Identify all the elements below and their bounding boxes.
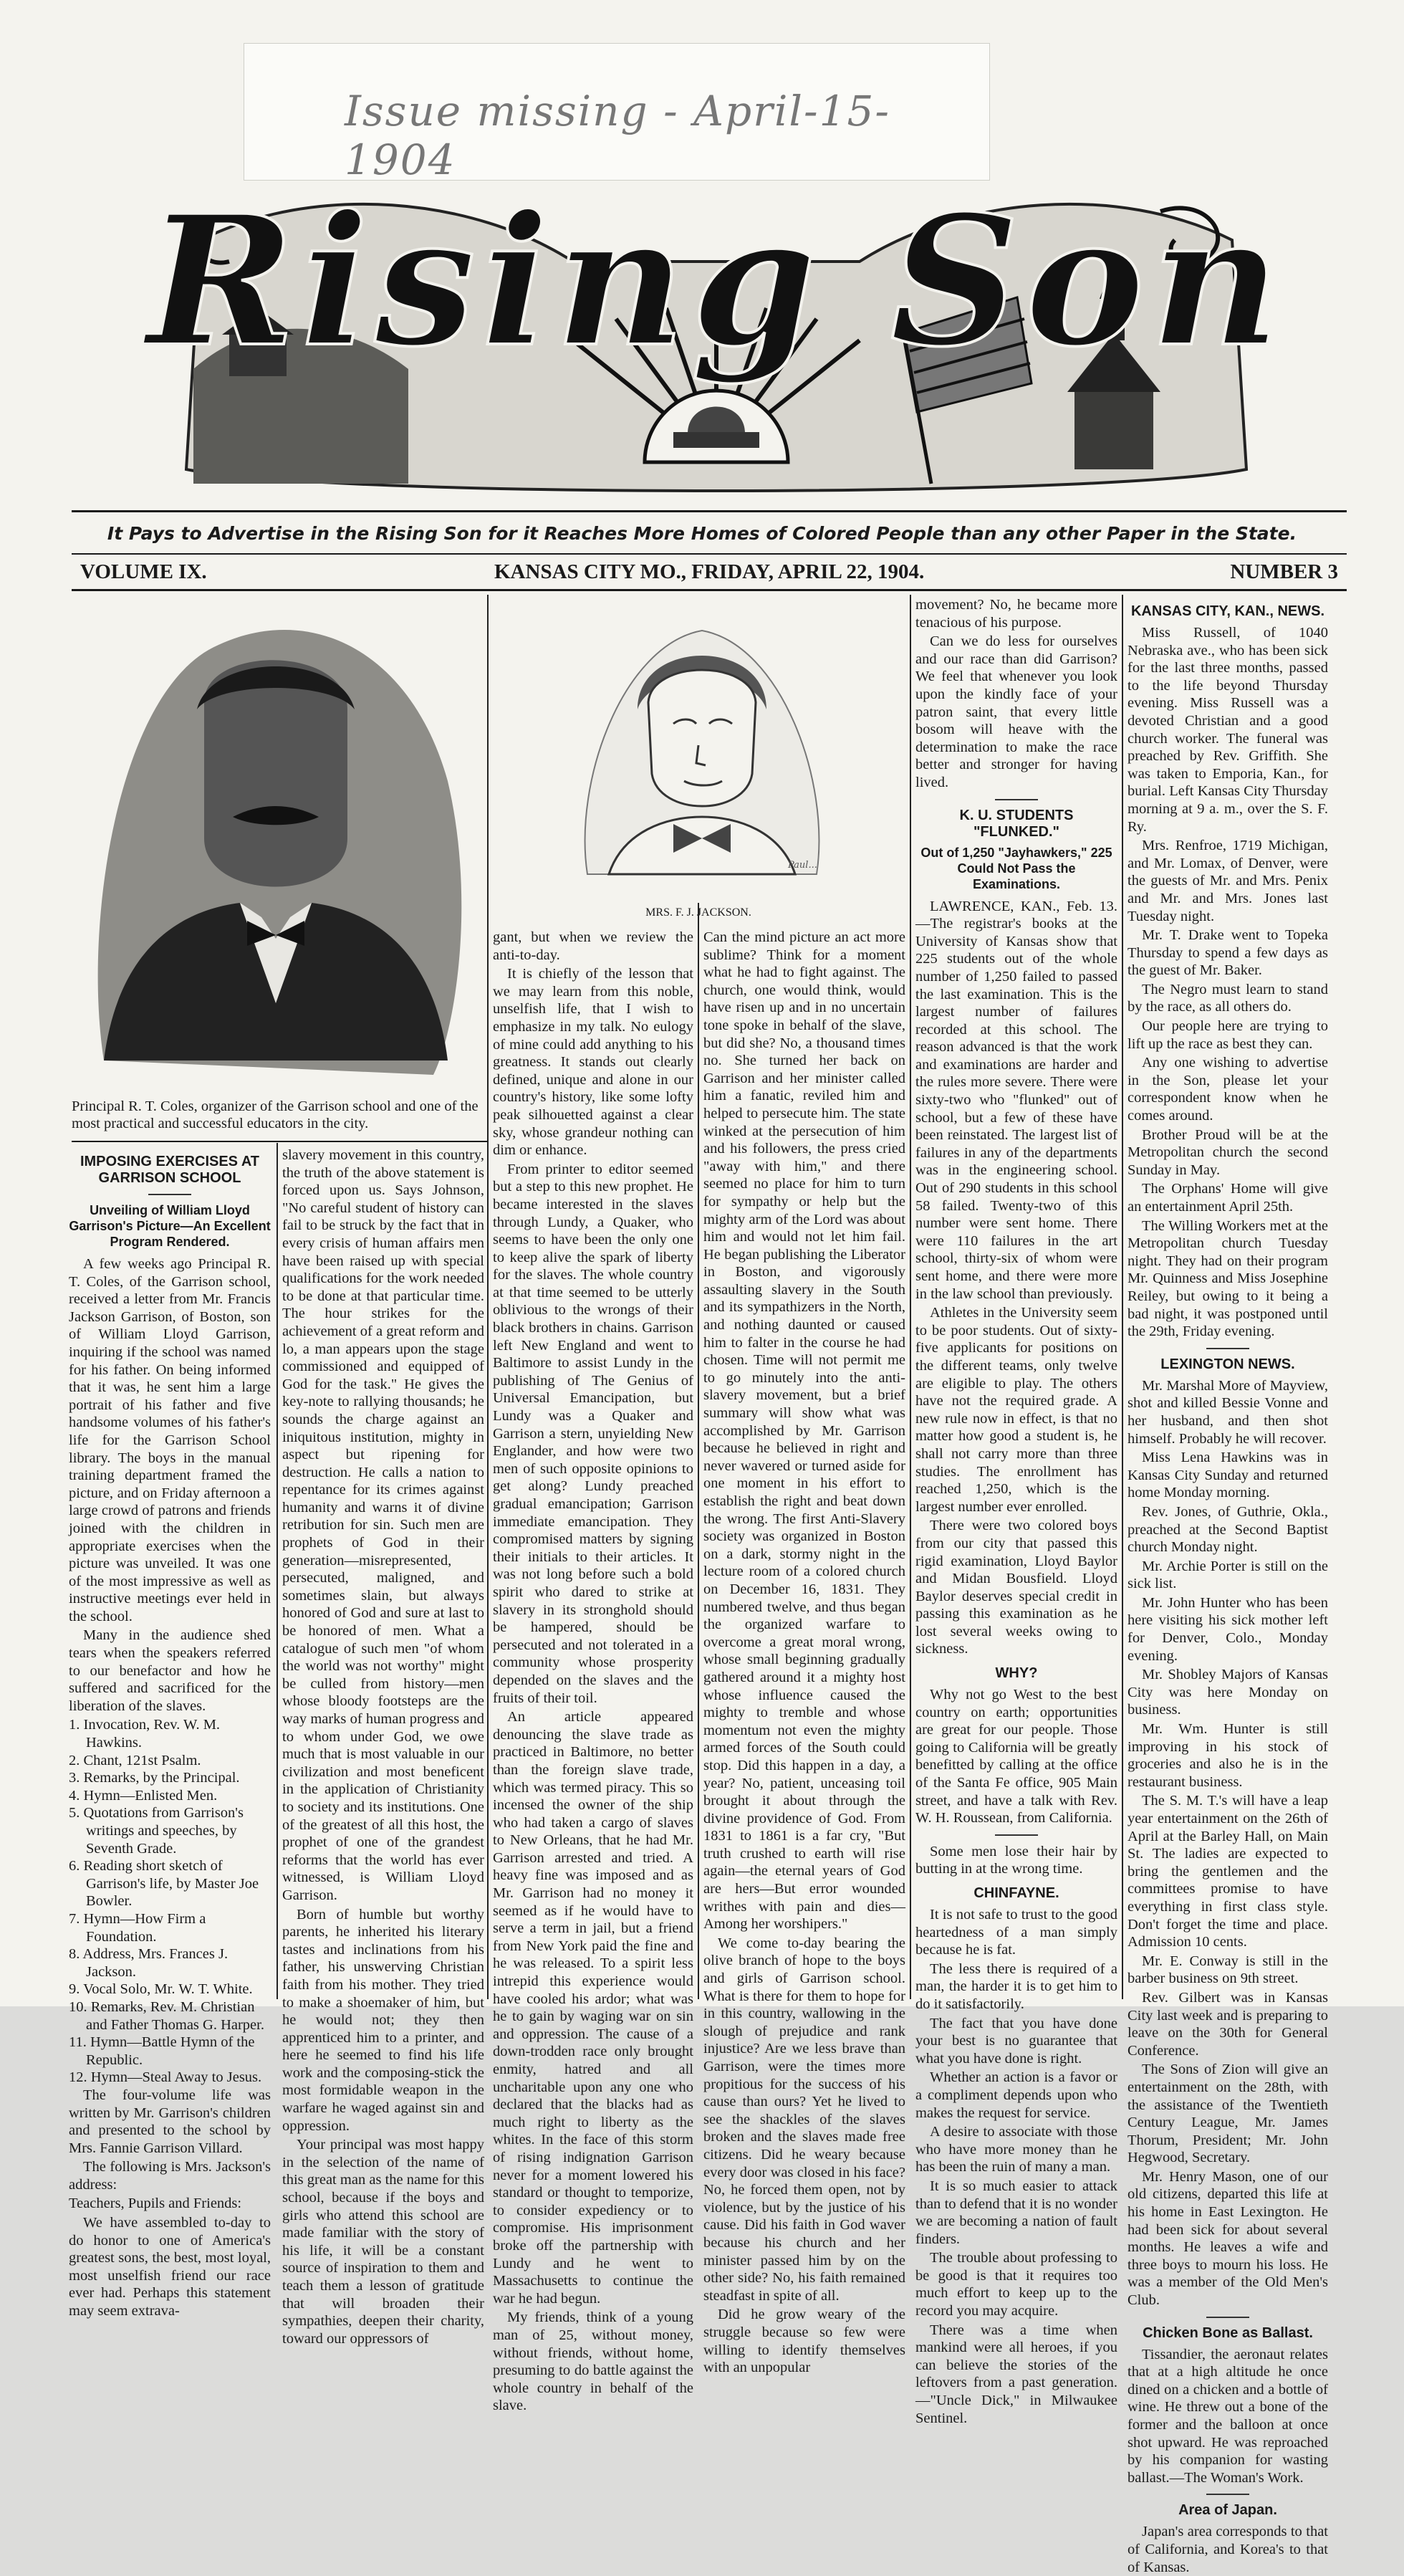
news-item: Mr. Henry Mason, one of our old citizens, departed this life at his home in East Lexington. He had been sick for about several months. He leaves a wife and three boys to mourn his loss. He was a member of the Old Men's Club.	[1127, 2168, 1328, 2309]
chicken-bone-headline: Chicken Bone as Ballast.	[1143, 2324, 1313, 2341]
news-item: Brother Proud will be at the Metropolitan church the second Sunday in May.	[1127, 1126, 1328, 1178]
article-paragraph: There were two colored boys from our city that passed this rigid examination, Lloyd Baylor and Midan Bousfield. Lloyd Baylor deserves special credit in passing this examination as he lost several weeks owing to sickness.	[915, 1518, 1117, 1657]
program-item: 10. Remarks, Rev. M. Christian and Father Thomas G. Harper.	[69, 1998, 264, 2033]
column-6	[1127, 596, 1328, 2575]
column-5	[915, 596, 1117, 2426]
news-item: The Orphans' Home will give an entertainment April 25th.	[1127, 1181, 1328, 1215]
program-item: 9. Vocal Solo, Mr. W. T. White.	[69, 1981, 253, 1998]
news-item: Mr. Shobley Majors of Kansas City was here Monday on business.	[1127, 1667, 1328, 1718]
article-paragraph: Born of humble but worthy parents, he inherited his literary tastes and inclinations from his father, his unswerving Christian faith from his mother. They tried to make a shoemaker of him, but he would not; they then apprenticed him to a printer, and here he seemed to find his life work and the composing-stick the most formidable weapon in the warfare he waged against sin and oppression.	[282, 1906, 484, 2134]
column-4	[703, 929, 905, 2376]
news-item: Miss Russell, of 1040 Nebraska ave., who has been sick for the last three months, passed to the life beyond Thursday evening. Miss Russell was a devoted Christian and a good church worker. The funeral was preached by Rev. Griffith. She was taken to Emporia, Kan., for burial. Left Kansas City Thursday morning at 9 a. m., over the S. F. Ry.	[1127, 625, 1328, 835]
news-item: The Negro must learn to stand by the race, as all others do.	[1127, 981, 1328, 1015]
ku-subhead: Out of 1,250 "Jayhawkers," 225 Could Not Pass the Examinations.	[920, 845, 1112, 891]
article-paragraph: A desire to associate with those who have more money than he has been the ruin of many a man.	[915, 2124, 1117, 2175]
dateline	[79, 560, 1340, 589]
masthead-illustration	[146, 154, 1287, 498]
column-3	[493, 929, 693, 2414]
article-paragraph: Why not go West to the best country on earth; opportunities are great for our people. Those going to California will be greatly benefitted by calling at the office of the Santa Fe office, 905 Main street, and have a talk with Rev. W. H. Roussean, from California.	[915, 1687, 1117, 1826]
column-rule-4	[277, 1143, 278, 1999]
news-item: Mr. E. Conway is still in the barber business on 9th street.	[1127, 1953, 1328, 1987]
article-paragraph: We come to-day bearing the olive branch of hope to the boys and girls of Garrison school. What is there for them to hope for in this country, wallowing in the slough of prejudice and rank injustice? Are we less brave than Garrison, were the times more propitious for the success of his cause than ours? Yet he lived to see the shackles of the slaves broken and the slaves made free citizens. Did he weary because every door was closed in his face? No, he forced them open, not by violence, but by the justice of his cause. Did his faith in God waver because his church and her minister passed him by on the other side? No, his faith remained steadfast in spite of all.	[703, 1935, 905, 2304]
article-paragraph: The less there is required of a man, the harder it is to get him to do it satisfactorily.	[915, 1960, 1117, 2012]
program-item: 3. Remarks, by the Principal.	[69, 1770, 240, 1786]
portrait-r-t-coles	[75, 602, 476, 1089]
article-paragraph: Athletes in the University seem to be poor students. Out of sixty-five applicants for positions on the different teams, only twelve are eligible to play. The others have not the required grade. A new rule now in effect, is that no matter how good a student is, he shall not carry more than three studies. The enrollment has reached 1,250, which is the largest number ever enrolled.	[915, 1305, 1117, 1515]
news-item: Mr. Archie Porter is still on the sick list.	[1127, 1558, 1328, 1592]
article-paragraph: It is so much easier to attack than to defend that it is no wonder we are becoming a nation of fault finders.	[915, 2178, 1117, 2247]
section-divider	[995, 1834, 1038, 1836]
column-rule-3	[1122, 595, 1123, 1999]
article-paragraph: It is not safe to trust to the good heartedness of a man simply because he is fat.	[915, 1907, 1117, 1958]
program-item: 7. Hymn—How Firm a Foundation.	[69, 1910, 206, 1945]
tagline-rule	[72, 553, 1347, 555]
artist-signature: Paul...	[788, 860, 817, 871]
headline-divider	[148, 1194, 191, 1195]
chinfayne-headline: CHINFAYNE.	[973, 1885, 1059, 1901]
lexington-news-headline: LEXINGTON NEWS.	[1160, 1356, 1295, 1372]
article-paragraph: LAWRENCE, KAN., Feb. 13.—The registrar's books at the University of Kansas show that 225 students out of the whole number of 1,250 failed to passed the last examination. This is the largest number of failures recorded at this school. The reason advanced is that the work and examinations are harder and the rules more severe. There were sixty-two who "flunked" out of school, but a few of these have been reinstated. The largest list of failures in any of the departments was in the engineering school. Out of 290 students in this school 58 failed. Twenty-two of this number were sent home. There were 110 failures in the art school, thirty-six of whom were sent home, and there were more in the law school than previously.	[915, 898, 1117, 1302]
article-paragraph: slavery movement in this country, the truth of the above statement is forced upon us. Says Johnson, "No careful student of history can fail to be struck by the fact that in every crisis of human affairs men have been raised up with special qualifications for the work needed to be done at that particular time. The hour strikes for the achievement of a great reform and lo, a man appears upon the stage commissioned and equipped of God for the task." He gives the key-note to rallying thousands; he sounds the charge against an iniquitous institution, mighty in aspect but ripening for destruction. He calls a nation to repentance for its crimes against humanity and warns it of divine retribution for sin. Such men are prophets of God in their generation—misrepresented, persecuted, maligned, and sometimes slain, but always honored of God and sure at last to be honored of men. What a catalogue of such men "of whom the world was not worthy" might be culled from history—men whose bloody footsteps are the way marks of human progress and to whom under God, we owe much that is most valuable in our civilization and most beneficent in the application of Christianity to society and its institutions. One of the greatest of all this host, the prophet of one of the grandest reforms that the world has ever witnessed, is William Lloyd Garrison.	[282, 1147, 484, 1903]
article-paragraph: Your principal was most happy in the selection of the name of this great man as the name for this school, because if the boys and girls who attend this school are made familiar with the story of his life, it will be a constant source of inspiration to them and teach them a lesson of gratitude that will broaden their sympathies, deepen their charity, toward our oppressors of	[282, 2137, 484, 2347]
volume-label: VOLUME IX.	[80, 560, 207, 583]
news-item: Mr. Wm. Hunter is still improving in his stock of groceries and also he is in the restaurant business.	[1127, 1721, 1328, 1790]
article-paragraph: Many in the audience shed tears when the speakers referred to our benefactor and how he suffered and sacrificed for the liberation of the slaves.	[69, 1627, 271, 1714]
program-item: 4. Hymn—Enlisted Men.	[69, 1787, 218, 1804]
article-paragraph: Did he grow weary of the struggle because so few were willing to identify themselves with an unpopular	[703, 2307, 905, 2376]
section-divider	[995, 799, 1038, 800]
column-rule-2	[910, 595, 911, 1999]
kck-news-headline: KANSAS CITY, KAN., NEWS.	[1130, 603, 1325, 619]
column-rule-5	[698, 903, 699, 1999]
article-paragraph: The trouble about professing to be good is that it requires too much effort to keep up to the record you may acquire.	[915, 2250, 1117, 2319]
masthead-title: Rising Son	[146, 176, 1287, 386]
program-item: 8. Address, Mrs. Frances J. Jackson.	[69, 1946, 229, 1980]
masthead-rule	[72, 510, 1347, 512]
news-item: The S. M. T.'s will have a leap year entertainment on the 26th of April at the Barley Hall, on Main St. The ladies are expected to bring the gentlemen and the committees promise to have everything in first class style. Don't forget the time and place. Admission 10 cents.	[1127, 1793, 1328, 1950]
article-paragraph: Whether an action is a favor or a compliment depends upon who makes the request for service.	[915, 2069, 1117, 2121]
section-divider	[1206, 2317, 1249, 2318]
news-item: Rev. Gilbert was in Kansas City last week and is preparing to leave on the 30th for General Conference.	[1127, 1989, 1328, 2059]
salutation: Teachers, Pupils and Friends:	[69, 2196, 242, 2212]
news-item: The Sons of Zion will give an entertainment on the 28th, with the assistance of the Twentieth Century League, Mr. James Thorum, President; Mr. John Hegwood, Secretary.	[1127, 2062, 1328, 2166]
dateline-rule	[72, 589, 1347, 591]
news-item: Tissandier, the aeronaut relates that at a high altitude he once dined on a chicken and a bottle of wine. He threw out a bone of the former and the balloon at once shot upward. He was reproached by his companion for wasting ballast.—The Woman's Work.	[1127, 2346, 1328, 2486]
place-date-label: KANSAS CITY MO., FRIDAY, APRIL 22, 1904.	[494, 560, 925, 583]
news-item: Mr. T. Drake went to Topeka Thursday to spend a few days as the guest of Mr. Baker.	[1127, 927, 1328, 979]
church	[1074, 391, 1153, 469]
article-paragraph: Can the mind picture an act more sublime? Think for a moment what he had to fight against. The church, one would think, would have risen up and in no uncertain tone spoke in behalf of the slave, but did she? No, a thousand times no. She turned her back on Garrison and her minister called him a fanatic, reviled him and helped to persecute him. The state winked at the persecution of him and his followers, the press cried "away with him," and there seemed no place for him to turn for sympathy or help but the mighty arm of the Lord was about him and would not let him fail. He began publishing the Liberator in Boston, and vigorously assaulting slavery in the South and its sympathizers in the North, and nothing daunted or caused him to falter in the course he had chosen. Time will not permit me to go minutely into the anti-slavery movement, but a brief summary will show what was accomplished by Mr. Garrison because he believed in right and never wavered or turned aside for one moment in his effort to establish the right and beat down the wrong. The first Anti-Slavery society was organized in Boston on a dark, stormy night in the lecture room of a colored church on December 16, 1831. They numbered twelve, and thus began the organized warfare to overcome a great moral wrong, whose small beginning gradually gathered around it a mighty host whose influence caused the mighty to tremble and whose momentum not even the mighty armed forces of the South could stop. Did this happen in a day, a year? No, patient, unceasing toil brought it about through the divine providence of God. From 1831 to 1861 is a far cry, "But truth crushed to earth will rise again—the eternal years of God are hers—But error wounded writhes with pain and dies—Among her worshipers."	[703, 929, 905, 1933]
portrait-head	[204, 660, 347, 886]
news-item: Mr. Marshal More of Mayview, shot and killed Bessie Vonne and her husband, and then shot himself. Probably he will recover.	[1127, 1377, 1328, 1447]
article-paragraph: Can we do less for ourselves and our race than did Garrison? We feel that whenever you look upon the kindly face of your patron saint, that every little bosom will heave with the determination to make the race better and stronger for having lived.	[915, 633, 1117, 790]
article-paragraph: An article appeared denouncing the slave trade as practiced in Baltimore, no better than the foreign slave trade, which was termed piracy. This so incensed the owner of the ship who had taken a cargo of slaves to New Orleans, that he had Mr. Garrison arrested and tried. A heavy fine was imposed and as Mr. Garrison had no money it seemed as if he would have to serve a term in jail, but a friend from New York paid the fine and he was released. To a spirit less intrepid this experience would have cooled his ardor; what was he to gain by waging war on sin and oppression. The cause of a down-trodden race only brought enmity, hatred and all uncharitable upon any one who declared that the blacks had as much right to liberty as the whites. In the face of this storm of rising indignation Garrison never for a moment lowered his standard or thought to temporize, to consider expediency or to compromise. His imprisonment broke off the partnership with Lundy and he went to Massachusetts to continue the war he had begun.	[493, 1709, 693, 2307]
column-2	[282, 1146, 484, 2347]
news-item: Mr. John Hunter who has been here visiting his sick mother left for Denver, Colo., Monday evening.	[1127, 1594, 1328, 1664]
tagline: It Pays to Advertise in the Rising Son for it Reaches More Homes of Colored People than any other Paper in the State.	[107, 523, 1297, 544]
article-paragraph: My friends, think of a young man of 25, without money, without friends, without home, presuming to do battle against the whole country in behalf of the slave.	[493, 2309, 693, 2414]
news-item: Our people here are trying to lift up the race as best they can.	[1127, 1018, 1328, 1052]
program-item: 12. Hymn—Steal Away to Jesus.	[69, 2069, 262, 2086]
news-item: Rev. Jones, of Guthrie, Okla., preached at the Second Baptist church Monday night.	[1127, 1503, 1328, 1556]
portrait-mrs-jackson	[544, 602, 860, 889]
article-paragraph: A few weeks ago Principal R. T. Coles, of the Garrison school, received a letter from Mr. Francis Jackson Garrison, of Boston, son of William Lloyd Garrison, inquiring if the school was named for his father. On being informed that it was, he sent him a large portrait of his father and five handsome volumes of his father's life for the Garrison School library. The boys in the manual training department framed the picture, and on Friday afternoon a large crowd of patrons and friends joined with the children in appropriate exercises when the picture was unveiled. It was one of the most impressive as well as instructive meetings ever held in the school.	[69, 1256, 271, 1624]
program-item: 11. Hymn—Battle Hymn of the Republic.	[69, 2034, 255, 2068]
news-item: Miss Lena Hawkins was in Kansas City Sunday and returned home Monday morning.	[1127, 1450, 1328, 1501]
program-item: 5. Quotations from Garrison's writings and speeches, by Seventh Grade.	[69, 1805, 244, 1857]
handwritten-note: Issue missing - April-15-1904	[345, 87, 890, 184]
japan-headline: Area of Japan.	[1178, 2502, 1277, 2519]
program-item: 6. Reading short sketch of Garrison's life, by Master Joe Bowler.	[69, 1858, 259, 1910]
section-divider	[1206, 1348, 1249, 1349]
section-divider	[1206, 2494, 1249, 2495]
program-item: 2. Chant, 121st Psalm.	[69, 1752, 201, 1768]
article-paragraph: The following is Mrs. Jackson's address:	[69, 2159, 271, 2193]
caption1-rule	[72, 1141, 487, 1142]
news-item: The Willing Workers met at the Metropolitan church Tuesday night. They had on their program Mr. Quinness and Miss Josephine Reiley, but owing to it being a bad night, it was postponed until the 29th, Friday evening.	[1127, 1217, 1328, 1340]
garrison-subhead: Unveiling of William Lloyd Garrison's Picture—An Excellent Program Rendered.	[69, 1203, 271, 1249]
ku-headline: K. U. STUDENTS "FLUNKED."	[959, 807, 1074, 840]
article-paragraph: The fact that you have done your best is no guarantee that what you have done is right.	[915, 2015, 1117, 2067]
article-paragraph: The four-volume life was written by Mr. Garrison's children and presented to the school by Mrs. Fannie Garrison Villard.	[69, 2087, 271, 2156]
news-item: Any one wishing to advertise in the Son, please let your correspondent know when he comes around.	[1127, 1055, 1328, 1124]
article-paragraph: movement? No, he became more tenacious of his purpose.	[915, 597, 1117, 631]
column-1	[69, 1146, 271, 2319]
article-paragraph: We have assembled to-day to do honor to one of America's greatest sons, the best, most loyal, most unselfish friend our race ever had. Perhaps this statement may seem extrava-	[69, 2215, 271, 2319]
article-paragraph: There was a time when mankind were all heroes, if you can believe the stories of the leftovers from a past generation.—"Uncle Dick," in Milwaukee Sentinel.	[915, 2322, 1117, 2426]
why-headline: WHY?	[995, 1665, 1038, 1682]
article-paragraph: gant, but when we review the anti-to-day.	[493, 929, 693, 963]
article-paragraph: It is chiefly of the lesson that we may learn from this noble, unselfish life, that I wish to emphasize in my talk. No eulogy of mine could add anything to his greatness. It stands out clearly defined, unique and alone in our country's history, like some lofty peak silhouetted against a clear sky, whose grandeur nothing can dim or enhance.	[493, 966, 693, 1159]
news-item: Japan's area corresponds to that of California, and Korea's to that of Kansas.	[1127, 2524, 1328, 2575]
article-paragraph: From printer to editor seemed but a step to this new prophet. He became interested in the slaves through Lundy, a Quaker, who seems to have been the only one to keep alive the spark of liberty for the slaves. The whole country at that time seemed to be utterly oblivious to the wrongs of their black brothers in chains. Garrison left New England and went to Baltimore to assist Lundy in the publishing of The Genius of Universal Emancipation, but Lundy was a Quaker and Garrison a stern, unyielding New Englander, and how were two men of such opposite opinions to get along? Lundy preached gradual emancipation; Garrison immediate emancipation. They compromised matters by signing their initials to their articles. It was not long before such a bold spirit who dared to strike at slavery in its stronghold should be hampered, should be persecuted and not tolerated in a community whose prosperity depended on the slaves and the fruits of their toil.	[493, 1161, 693, 1706]
portrait2-caption: MRS. F. J. JACKSON.	[645, 906, 751, 919]
column-rule-1	[487, 595, 489, 1999]
news-item: Mrs. Renfroe, 1719 Michigan, and Mr. Lomax, of Denver, were the guests of Mr. and Mrs. Penix and Mr. and Mrs. Jones last Tuesday night.	[1127, 838, 1328, 924]
portrait1-caption: Principal R. T. Coles, organizer of the Garrison school and one of the most practical and successful educators in the city.	[72, 1098, 479, 1131]
garrison-headline: IMPOSING EXERCISES AT GARRISON SCHOOL	[80, 1154, 260, 1186]
article-paragraph: Some men lose their hair by butting in at the wrong time.	[915, 1843, 1117, 1877]
number-label: NUMBER 3	[1230, 560, 1338, 583]
program-item: 1. Invocation, Rev. W. M. Hawkins.	[69, 1717, 221, 1751]
